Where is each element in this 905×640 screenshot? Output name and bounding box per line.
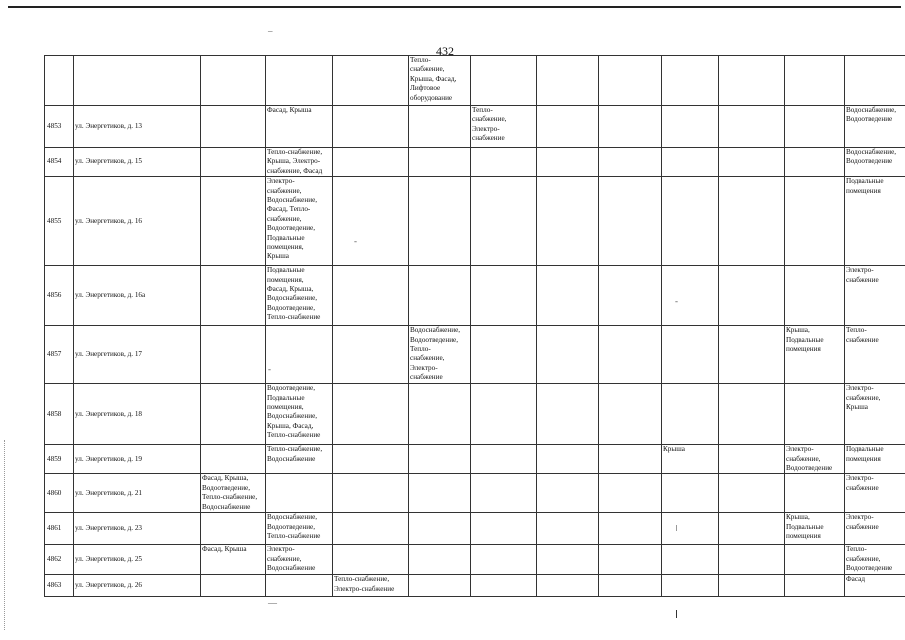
work-type-cell (471, 326, 537, 384)
work-type-cell (409, 545, 471, 575)
work-type-cell (471, 575, 537, 597)
work-type-cell (333, 266, 409, 326)
row-number-cell: 4863 (45, 575, 74, 597)
work-type-cell (471, 177, 537, 266)
work-type-cell (599, 177, 662, 266)
work-type-cell (409, 384, 471, 445)
work-type-cell (409, 575, 471, 597)
work-type-cell (599, 106, 662, 148)
address-cell: ул. Энергетиков, д. 13 (74, 106, 201, 148)
work-type-cell (785, 148, 845, 177)
work-type-cell (537, 474, 599, 513)
scan-mark: - (675, 296, 678, 306)
work-type-cell (785, 106, 845, 148)
work-type-cell (719, 56, 785, 106)
work-type-cell (471, 445, 537, 474)
work-type-cell: Фасад, Крыша, Водоотведение, Тепло-снабжение, Водоснабжение (201, 474, 266, 513)
scan-mark (676, 610, 677, 618)
work-type-cell (662, 545, 719, 575)
row-number-cell: 4854 (45, 148, 74, 177)
work-type-cell (201, 575, 266, 597)
work-type-cell: Водоснабжение, Водоотведение, Тепло-снабжение (266, 513, 333, 545)
work-type-cell (409, 148, 471, 177)
table-row (45, 445, 905, 474)
work-type-cell (266, 56, 333, 106)
work-type-cell (599, 56, 662, 106)
address-cell: ул. Энергетиков, д. 18 (74, 384, 201, 445)
work-type-cell (333, 384, 409, 445)
work-type-cell (719, 326, 785, 384)
table-row (45, 384, 905, 445)
work-type-cell (471, 384, 537, 445)
table-row (45, 148, 905, 177)
work-type-cell (201, 384, 266, 445)
work-type-cell (599, 474, 662, 513)
work-type-cell (785, 177, 845, 266)
work-type-cell (537, 513, 599, 545)
work-type-cell (471, 545, 537, 575)
address-cell: ул. Энергетиков, д. 21 (74, 474, 201, 513)
work-type-cell: Тепло- снабжение, Электро- снабжение (471, 106, 537, 148)
work-type-cell: Фасад, Крыша (201, 545, 266, 575)
work-type-cell: Крыша, Подвальные помещения (785, 326, 845, 384)
work-type-cell (201, 326, 266, 384)
work-type-cell (599, 266, 662, 326)
work-type-cell: Электро- снабжение (845, 474, 905, 513)
work-type-cell (662, 106, 719, 148)
work-type-cell (333, 148, 409, 177)
work-type-cell (785, 575, 845, 597)
work-type-cell (537, 148, 599, 177)
work-type-cell (333, 474, 409, 513)
work-type-cell (599, 513, 662, 545)
work-type-cell (719, 106, 785, 148)
scan-mark: - (268, 364, 271, 374)
work-type-cell (333, 106, 409, 148)
work-type-cell (537, 326, 599, 384)
address-cell: ул. Энергетиков, д. 23 (74, 513, 201, 545)
repair-schedule-table (44, 55, 905, 597)
row-number-cell (45, 56, 74, 106)
work-type-cell (537, 575, 599, 597)
work-type-cell (409, 177, 471, 266)
work-type-cell: Электро- снабжение (845, 266, 905, 326)
work-type-cell (719, 384, 785, 445)
work-type-cell (537, 56, 599, 106)
work-type-cell (537, 106, 599, 148)
work-type-cell (409, 474, 471, 513)
work-type-cell (662, 513, 719, 545)
work-type-cell (333, 545, 409, 575)
address-cell: ул. Энергетиков, д. 19 (74, 445, 201, 474)
address-cell: ул. Энергетиков, д. 25 (74, 545, 201, 575)
scan-mark (676, 525, 677, 531)
work-type-cell: Фасад (845, 575, 905, 597)
scan-mark: – (268, 26, 273, 36)
work-type-cell (266, 474, 333, 513)
table-row (45, 177, 905, 266)
work-type-cell (785, 266, 845, 326)
work-type-cell: Электро- снабжение, Водоотведение (785, 445, 845, 474)
work-type-cell (537, 177, 599, 266)
row-number-cell: 4859 (45, 445, 74, 474)
row-number-cell: 4855 (45, 177, 74, 266)
work-type-cell (266, 326, 333, 384)
work-type-cell: Подвальные помещения, Фасад, Крыша, Водоснабжение, Водоотведение, Тепло-снабжение (266, 266, 333, 326)
table-row (45, 266, 905, 326)
work-type-cell (662, 148, 719, 177)
work-type-cell: Тепло-снабжение, Водоснабжение (266, 445, 333, 474)
address-cell: ул. Энергетиков, д. 17 (74, 326, 201, 384)
work-type-cell (333, 513, 409, 545)
work-type-cell (719, 545, 785, 575)
work-type-cell (785, 384, 845, 445)
work-type-cell: Водоснабжение, Водоотведение, Тепло- снабжение, Электро- снабжение (409, 326, 471, 384)
work-type-cell (719, 445, 785, 474)
work-type-cell (201, 56, 266, 106)
work-type-cell (537, 384, 599, 445)
scan-mark: - (354, 236, 357, 246)
work-type-cell (599, 384, 662, 445)
work-type-cell: Тепло- снабжение (845, 326, 905, 384)
work-type-cell (719, 575, 785, 597)
work-type-cell (719, 474, 785, 513)
work-type-cell (662, 326, 719, 384)
work-type-cell (471, 56, 537, 106)
row-number-cell: 4862 (45, 545, 74, 575)
table-row (45, 545, 905, 575)
row-number-cell: 4858 (45, 384, 74, 445)
work-type-cell (201, 266, 266, 326)
scan-edge-marks (4, 440, 6, 630)
work-type-cell: Тепло- снабжение, Крыша, Фасад, Лифтовое оборудование (409, 56, 471, 106)
row-number-cell: 4860 (45, 474, 74, 513)
work-type-cell: Электро- снабжение, Водоснабжение (266, 545, 333, 575)
work-type-cell: Крыша, Подвальные помещения (785, 513, 845, 545)
work-type-cell (719, 266, 785, 326)
work-type-cell (599, 545, 662, 575)
work-type-cell: Водоотведение, Подвальные помещения, Водоснабжение, Крыша, Фасад, Тепло-снабжение (266, 384, 333, 445)
work-type-cell (409, 106, 471, 148)
table-row (45, 56, 905, 106)
table-row (45, 106, 905, 148)
work-type-cell (201, 148, 266, 177)
address-cell: ул. Энергетиков, д. 26 (74, 575, 201, 597)
work-type-cell: Тепло-снабжение, Электро-снабжение (333, 575, 409, 597)
row-number-cell: 4857 (45, 326, 74, 384)
row-number-cell: 4861 (45, 513, 74, 545)
work-type-cell (201, 445, 266, 474)
work-type-cell: Тепло-снабжение, Крыша, Электро- снабжение, Фасад (266, 148, 333, 177)
work-type-cell (471, 266, 537, 326)
table-row (45, 326, 905, 384)
work-type-cell (599, 445, 662, 474)
address-cell (74, 56, 201, 106)
scan-top-border (8, 6, 901, 8)
work-type-cell: Электро- снабжение, Водоснабжение, Фасад, Тепло- снабжение, Водоотведение, Подвальные помещения, Крыша (266, 177, 333, 266)
work-type-cell (537, 545, 599, 575)
work-type-cell: Электро- снабжение (845, 513, 905, 545)
address-cell: ул. Энергетиков, д. 16 (74, 177, 201, 266)
table-row (45, 474, 905, 513)
work-type-cell (409, 513, 471, 545)
work-type-cell (333, 445, 409, 474)
work-type-cell: Электро- снабжение, Крыша (845, 384, 905, 445)
work-type-cell (201, 177, 266, 266)
work-type-cell: Фасад, Крыша (266, 106, 333, 148)
work-type-cell (599, 148, 662, 177)
row-number-cell: 4856 (45, 266, 74, 326)
work-type-cell (409, 266, 471, 326)
work-type-cell: Тепло- снабжение, Водоотведение (845, 545, 905, 575)
work-type-cell: Водоснабжение, Водоотведение (845, 106, 905, 148)
work-type-cell (333, 326, 409, 384)
work-type-cell (471, 148, 537, 177)
work-type-cell (333, 56, 409, 106)
work-type-cell (599, 326, 662, 384)
address-cell: ул. Энергетиков, д. 16а (74, 266, 201, 326)
work-type-cell: Водоснабжение, Водоотведение (845, 148, 905, 177)
table-row (45, 513, 905, 545)
work-type-cell (201, 106, 266, 148)
page-number: 432 (436, 44, 454, 58)
work-type-cell: Крыша (662, 445, 719, 474)
work-type-cell (662, 177, 719, 266)
work-type-cell (785, 56, 845, 106)
row-number-cell: 4853 (45, 106, 74, 148)
work-type-cell (662, 266, 719, 326)
work-type-cell (662, 575, 719, 597)
work-type-cell (662, 56, 719, 106)
work-type-cell (537, 445, 599, 474)
table-row (45, 575, 905, 597)
work-type-cell (471, 513, 537, 545)
work-type-cell (201, 513, 266, 545)
scan-mark: — (268, 598, 277, 608)
address-cell: ул. Энергетиков, д. 15 (74, 148, 201, 177)
work-type-cell (785, 545, 845, 575)
work-type-cell (471, 474, 537, 513)
work-type-cell (719, 177, 785, 266)
work-type-cell (409, 445, 471, 474)
work-type-cell: Подвальные помещения (845, 177, 905, 266)
work-type-cell (333, 177, 409, 266)
work-type-cell (599, 575, 662, 597)
work-type-cell (785, 474, 845, 513)
work-type-cell (266, 575, 333, 597)
work-type-cell (719, 513, 785, 545)
work-type-cell (662, 384, 719, 445)
work-type-cell (845, 56, 905, 106)
work-type-cell: Подвальные помещения (845, 445, 905, 474)
work-type-cell (719, 148, 785, 177)
work-type-cell (537, 266, 599, 326)
work-type-cell (662, 474, 719, 513)
